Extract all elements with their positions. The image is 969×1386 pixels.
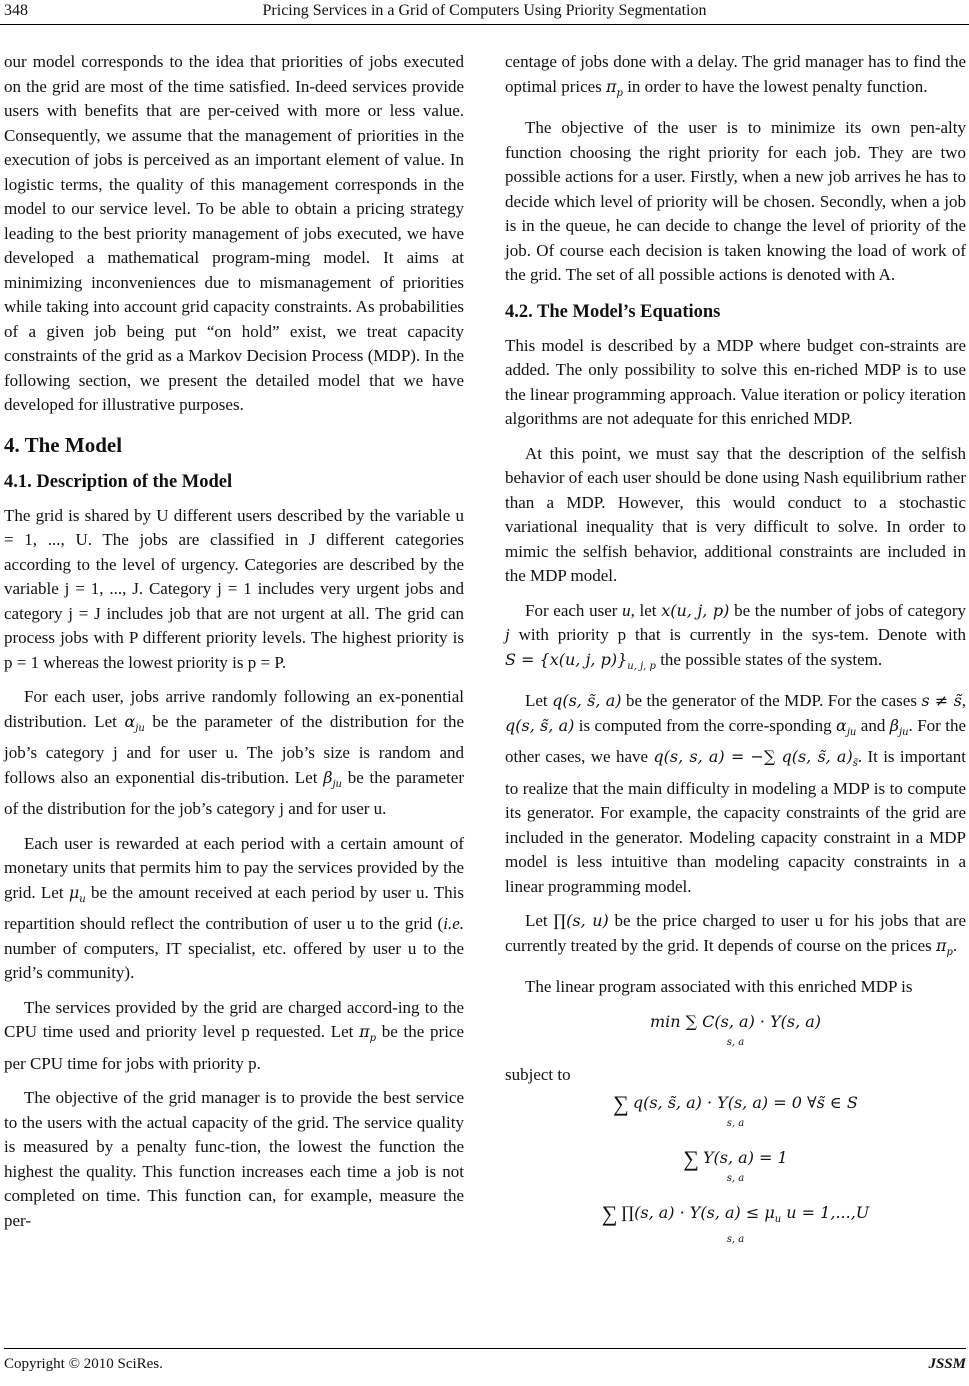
page-header xyxy=(0,0,969,22)
sum-index: s, a xyxy=(726,1172,745,1184)
page-number: 348 xyxy=(4,2,28,19)
generator-formula: q(s, s̃, a) xyxy=(505,715,575,735)
paragraph: The grid is shared by U different users described by the variable u = 1, ..., U. The jobs are classified in J different categories according to the level of urgency. Categories are described by the variable j = 1, ..., J. Category j = 1 includes very urgent jobs and category j = J includes job that are not urgent at all. The grid can process jobs with P different priority levels. The highest priority is p = 1 whereas the lowest priority is p = P. xyxy=(4,505,464,672)
objective-formula: min ∑ C(s, a) · Y(s, a) xyxy=(649,1011,822,1031)
paragraph: This model is described by a MDP where budget con-straints are added. The only possibility to solve this en-riched MDP is to use the linear programming approach. Value iteration or policy iteration algorithms are not adequate for this enriched MDP. xyxy=(505,335,966,428)
text: , let xyxy=(630,600,657,620)
constraint-1 xyxy=(505,1091,966,1136)
text: Let xyxy=(525,911,548,930)
text: be the generator of the MDP. For the cases xyxy=(625,691,917,710)
paragraph xyxy=(4,685,464,822)
text: Let xyxy=(525,691,548,710)
beta-ju-symbol: $\beta_{ju}$ xyxy=(323,767,342,790)
text: and xyxy=(860,715,886,735)
beta-ju-symbol: $\beta_{ju}$ xyxy=(889,715,909,738)
footer-rule xyxy=(4,1348,966,1349)
text: be the parameter of the distribution for the job’s category j and for user u. xyxy=(4,767,464,818)
text-italic: u xyxy=(622,600,631,620)
text: number of computers, IT specialist, etc. offered by user u to the grid’s community). xyxy=(4,938,464,982)
constraint-3-formula: ∏(s, a) · Y(s, $a) \le \mu_u$ u = 1,...,U xyxy=(621,1202,870,1225)
text: . It is important to realize that the main difficulty in modeling a MDP is to compute its generator. For example, the capacity constraints of the grid are included in the generator. Modeling capacity constraint in a MDP model is less intuitive than modeling capacity constraints in a linear programming model. xyxy=(505,747,967,896)
paragraph xyxy=(505,909,966,965)
subsection-heading: 4.1. Description of the Model xyxy=(4,471,233,492)
text: be the amount received at each period by user u. This repartition should reflect the contribution of user u to the grid ( xyxy=(4,882,464,933)
text: For each user xyxy=(525,600,618,620)
text-italic: i.e. xyxy=(443,914,464,933)
alpha-ju-symbol: $\alpha_{ju}$ xyxy=(124,711,145,734)
text: in order to have the lowest penalty function. xyxy=(627,76,928,96)
generator-relation-formula: q(s, s, a) = −∑ q(s, s̃, $a)_{s̃}$ xyxy=(653,747,858,769)
generator-formula: q(s, s̃, a) xyxy=(552,691,622,710)
text-italic: j xyxy=(505,625,510,644)
section-heading: 4. The Model xyxy=(4,432,123,457)
paragraph: The objective of the user is to minimize its own pen-alty function choosing the right priority for each job. They are two possible actions for a user. Firstly, when a new job arrives he has to decide which level of priority will be chosen. Secondly, when a job is in the queue, he can decide to change the level of priority of the job. Of course each decision is taken knowing the load of work of the grid. The set of all possible actions is denoted with A. xyxy=(505,118,966,284)
left-column xyxy=(4,50,464,1243)
constraint-3 xyxy=(505,1201,966,1252)
right-column xyxy=(505,50,966,1262)
header-rule xyxy=(0,24,969,25)
paragraph xyxy=(505,599,966,680)
text: be the price per CPU time for jobs with priority p. xyxy=(4,1022,465,1073)
pi-p-symbol: $\pi_p$ xyxy=(936,935,953,958)
sum-symbol: ∑ xyxy=(683,1145,699,1171)
paragraph: The objective of the grid manager is to provide the best service to the users with the actual capacity of the grid. The service quality is measured by a penalty func-tion, the lowest the function the highest the quality. This function increases each time a job is not completed on time. This function can, for example, measure the per- xyxy=(4,1088,464,1230)
text: be the price charged to user u for his jobs that are currently treated by the grid. It depends of course on the prices xyxy=(505,911,967,955)
constraint-2 xyxy=(505,1146,966,1191)
text: be the parameter of the distribution for the job’s category j and for user u. The job’s size is random and follows also an exponential dis-tribution. Let xyxy=(4,711,465,787)
sum-symbol: ∑ xyxy=(613,1090,629,1116)
text: the possible states of the system. xyxy=(660,649,883,669)
running-title: Pricing Services in a Grid of Computers Using Priority Segmentation xyxy=(262,2,707,19)
text: centage of jobs done with a delay. The grid manager has to find the optimal prices xyxy=(505,52,966,96)
s-neq-formula: s ≠ s̃ xyxy=(921,691,962,710)
text: . For the other cases, we have xyxy=(505,715,967,766)
text: is computed from the corre-sponding xyxy=(578,715,832,735)
price-charged-formula: ∏(s, u) xyxy=(553,911,609,930)
text: Each user is rewarded at each period with a certain amount of monetary units that permits him to pay the services provided by the grid. Let xyxy=(4,833,464,902)
objective-sum-index: s, a xyxy=(726,1036,745,1048)
text: be the number of jobs of category xyxy=(734,600,967,620)
constraint-1-formula: q(s, s̃, a) · Y(s, a) = 0 ∀s̃ ∈ S xyxy=(632,1092,858,1112)
sum-index: s, a xyxy=(726,1233,745,1245)
text: The services provided by the grid are charged accord-ing to the CPU time used and priority level p requested. Let xyxy=(4,997,464,1041)
text: . xyxy=(952,935,958,955)
paragraph: Let q(s, s̃, a) be the generator of the MDP. For the cases s ≠ s̃, q(s, s̃, a) is computed from the corre-sponding $\alpha_{ju}$ and $\beta_{ju}$. For the other cases, we have q(s, s, a) = −∑ q(s, s̃, $a)_{s̃}$. It is important to realize that the main difficulty in modeling a MDP is to compute its generator. For example, the capacity constraints of the grid are included in the generator. Modeling capacity constraint in a MDP model is less intuitive than modeling capacity constraints in a linear programming model. xyxy=(505,691,967,896)
journal-name: JSSM xyxy=(928,1356,966,1372)
paragraph: At this point, we must say that the description of the selfish behavior of each user should be done using Nash equilibrium rather than a MDP. However, this would conduct to a stochastic variational inequality that is very difficult to solve. In order to mimic the selfish behavior, additional constraints are included in the MDP model. xyxy=(505,443,966,585)
pi-p-symbol: $\pi_p$ xyxy=(606,76,623,99)
paragraph xyxy=(4,996,464,1077)
objective-equation xyxy=(505,1010,966,1055)
text: with priority p that is currently in the sys-tem. Denote with xyxy=(518,625,966,644)
pi-p-symbol: $\pi_p$ xyxy=(359,1022,377,1044)
sum-index: s, a xyxy=(726,1117,745,1129)
state-set-formula: S = {x(u, j, $p)\}_{u, j, p}$ xyxy=(505,649,656,672)
constraint-2-formula: Y(s, a) = 1 xyxy=(702,1147,788,1167)
subsection-heading: 4.2. The Model’s Equations xyxy=(505,301,721,322)
paragraph xyxy=(505,50,966,106)
text: For each user, jobs arrive randomly following an ex-ponential distribution. Let xyxy=(4,687,464,731)
copyright: Copyright © 2010 SciRes. xyxy=(4,1356,163,1372)
alpha-ju-symbol: $\alpha_{ju}$ xyxy=(836,715,857,738)
paragraph: our model corresponds to the idea that priorities of jobs executed on the grid are most of the time satisfied. In-deed services provide users with benefits that are per-ceived with more or less value. Consequently, we assume that the management of priorities in the execution of jobs is perceived as an important element of value. In logistic terms, the quality of this management corresponds in the model to our service level. To be able to obtain a pricing strategy leading to the best priority management of jobs executed, we have developed a mathematical program-ming model. It aims at minimizing inconveniences due to mismanagement of priorities while taking into account grid capacity constraints. As probabilities of a given job being put “on hold” exist, we treat capacity constraints of the grid as a Markov Decision Process (MDP). In the following section, we present the detailed model that we have developed for illustrative purposes. xyxy=(4,52,464,414)
paragraph xyxy=(4,832,464,986)
paragraph: The linear program associated with this enriched MDP is xyxy=(525,977,913,996)
subject-to-label: subject to xyxy=(505,1064,571,1084)
mu-u-symbol: $\mu_u$ xyxy=(68,882,86,905)
sum-symbol: ∑ xyxy=(601,1200,618,1226)
x-ujp-formula: x(u, j, p) xyxy=(661,600,730,620)
